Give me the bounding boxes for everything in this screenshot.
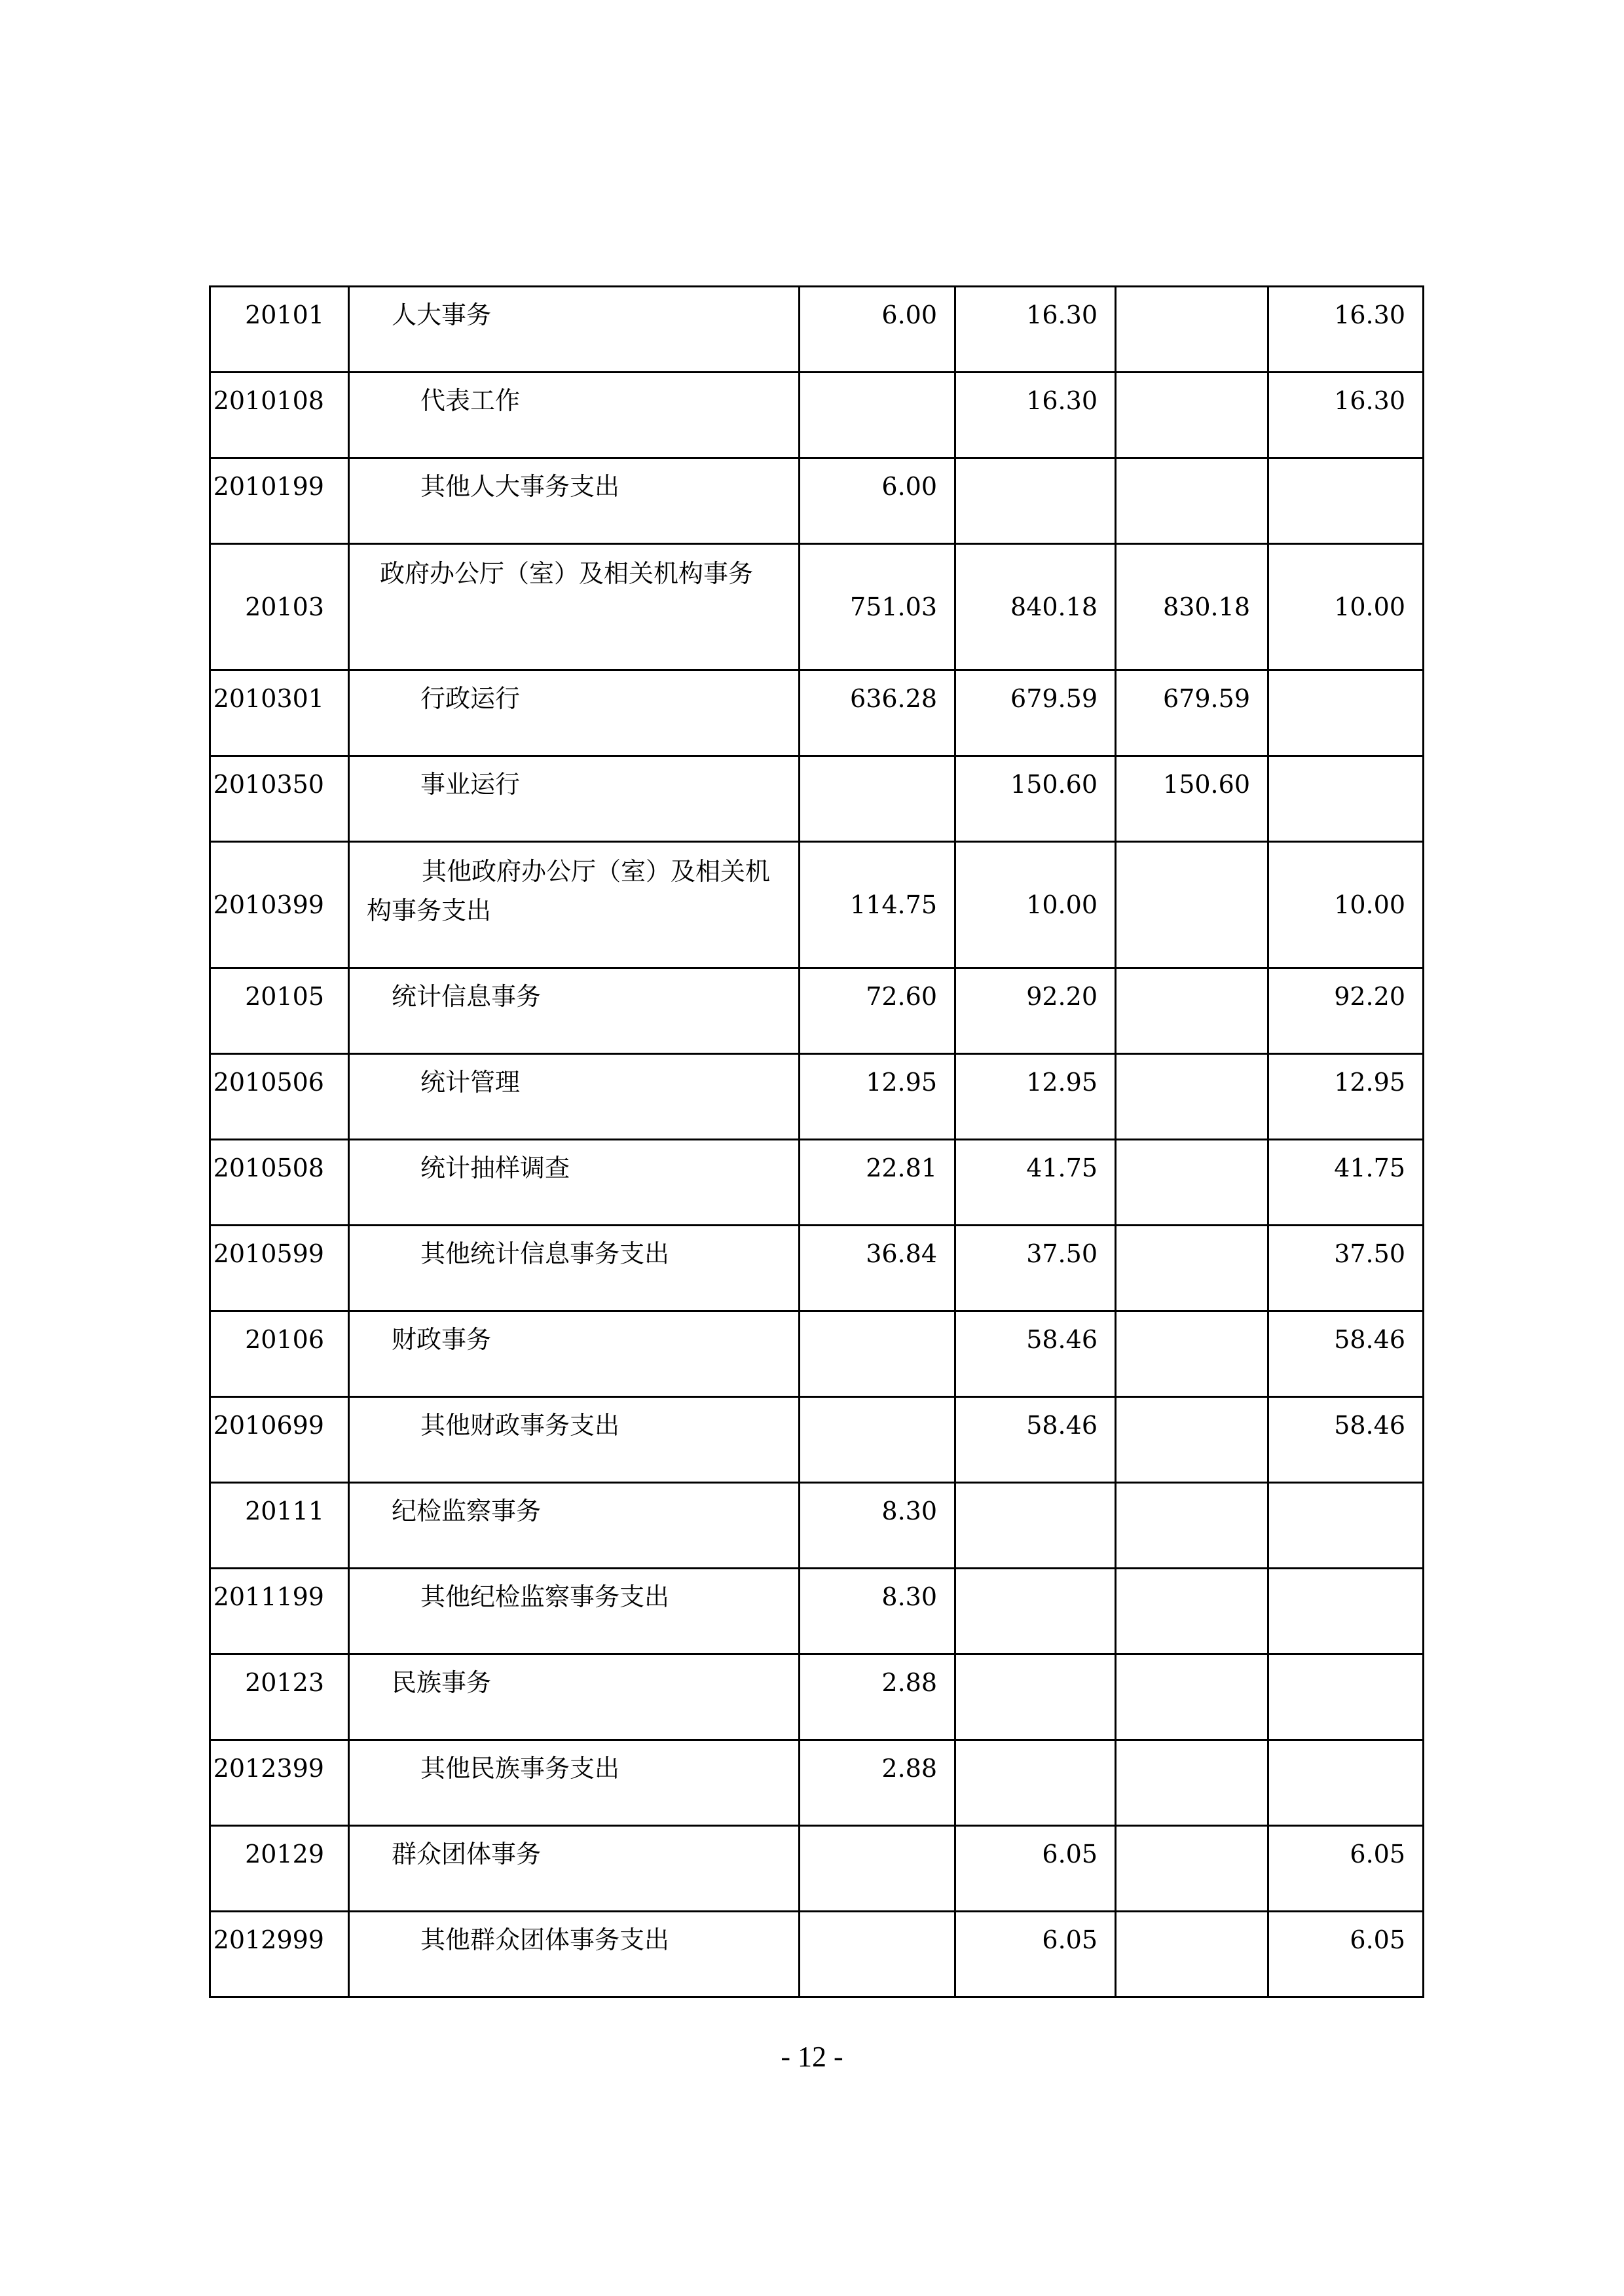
row-amount-cell-4 bbox=[1268, 458, 1424, 544]
row-amount-cell-2: 679.59 bbox=[955, 670, 1116, 756]
row-amount-cell-1: 6.00 bbox=[800, 287, 955, 373]
row-amount-cell-2: 12.95 bbox=[955, 1054, 1116, 1140]
table-row bbox=[210, 670, 1424, 756]
row-amount-cell-3 bbox=[1116, 1740, 1268, 1826]
row-amount-cell-2 bbox=[955, 1654, 1116, 1740]
row-code-cell: 2010699 bbox=[210, 1397, 349, 1483]
row-name-cell: 其他纪检监察事务支出 bbox=[349, 1569, 800, 1654]
row-code-cell: 2010301 bbox=[210, 670, 349, 756]
row-amount-cell-1: 12.95 bbox=[800, 1054, 955, 1140]
row-amount-cell-2: 16.30 bbox=[955, 287, 1116, 373]
budget-table bbox=[209, 285, 1424, 1998]
table-row bbox=[210, 1311, 1424, 1397]
row-amount-cell-3 bbox=[1116, 287, 1268, 373]
row-amount-cell-2: 6.05 bbox=[955, 1826, 1116, 1912]
row-code-cell: 2010108 bbox=[210, 373, 349, 458]
row-amount-cell-3 bbox=[1116, 1483, 1268, 1569]
table-row bbox=[210, 1397, 1424, 1483]
row-amount-cell-1 bbox=[800, 1311, 955, 1397]
table-row bbox=[210, 1226, 1424, 1311]
row-amount-cell-1 bbox=[800, 373, 955, 458]
row-name-cell: 事业运行 bbox=[349, 756, 800, 842]
row-amount-cell-4 bbox=[1268, 756, 1424, 842]
row-code-cell: 20111 bbox=[210, 1483, 349, 1569]
row-amount-cell-4: 37.50 bbox=[1268, 1226, 1424, 1311]
row-amount-cell-2: 10.00 bbox=[955, 842, 1116, 968]
row-amount-cell-3 bbox=[1116, 1397, 1268, 1483]
row-code-cell: 20103 bbox=[210, 544, 349, 670]
row-amount-cell-1 bbox=[800, 1912, 955, 1997]
row-amount-cell-2 bbox=[955, 1740, 1116, 1826]
row-code-cell: 2011199 bbox=[210, 1569, 349, 1654]
row-amount-cell-3 bbox=[1116, 458, 1268, 544]
row-amount-cell-3 bbox=[1116, 842, 1268, 968]
table-row bbox=[210, 544, 1424, 670]
row-code-cell: 20129 bbox=[210, 1826, 349, 1912]
row-amount-cell-2 bbox=[955, 458, 1116, 544]
row-amount-cell-4: 10.00 bbox=[1268, 842, 1424, 968]
row-name-cell: 其他财政事务支出 bbox=[349, 1397, 800, 1483]
row-name-cell: 群众团体事务 bbox=[349, 1826, 800, 1912]
row-amount-cell-4: 10.00 bbox=[1268, 544, 1424, 670]
row-code-cell: 2010506 bbox=[210, 1054, 349, 1140]
row-amount-cell-3 bbox=[1116, 1226, 1268, 1311]
row-name-cell: 统计信息事务 bbox=[349, 968, 800, 1054]
row-amount-cell-4: 92.20 bbox=[1268, 968, 1424, 1054]
row-code-cell: 20106 bbox=[210, 1311, 349, 1397]
budget-table-body bbox=[210, 287, 1424, 1997]
table-row bbox=[210, 1140, 1424, 1226]
row-amount-cell-3: 150.60 bbox=[1116, 756, 1268, 842]
row-name-cell: 财政事务 bbox=[349, 1311, 800, 1397]
row-amount-cell-3 bbox=[1116, 1826, 1268, 1912]
page-number: - 12 - bbox=[781, 2041, 843, 2073]
row-amount-cell-1: 6.00 bbox=[800, 458, 955, 544]
row-name-cell: 其他群众团体事务支出 bbox=[349, 1912, 800, 1997]
row-name-cell: 其他政府办公厅（室）及相关机构事务支出 bbox=[349, 842, 800, 968]
row-amount-cell-4: 41.75 bbox=[1268, 1140, 1424, 1226]
table-row bbox=[210, 756, 1424, 842]
row-amount-cell-1: 751.03 bbox=[800, 544, 955, 670]
row-name-cell: 人大事务 bbox=[349, 287, 800, 373]
row-amount-cell-4: 12.95 bbox=[1268, 1054, 1424, 1140]
row-amount-cell-1: 114.75 bbox=[800, 842, 955, 968]
row-amount-cell-3 bbox=[1116, 1054, 1268, 1140]
row-amount-cell-4: 6.05 bbox=[1268, 1826, 1424, 1912]
table-row bbox=[210, 1569, 1424, 1654]
row-code-cell: 20105 bbox=[210, 968, 349, 1054]
row-name-cell: 其他统计信息事务支出 bbox=[349, 1226, 800, 1311]
row-amount-cell-1: 8.30 bbox=[800, 1569, 955, 1654]
table-row bbox=[210, 287, 1424, 373]
row-amount-cell-4 bbox=[1268, 1569, 1424, 1654]
row-name-cell: 统计管理 bbox=[349, 1054, 800, 1140]
row-amount-cell-2 bbox=[955, 1483, 1116, 1569]
table-row bbox=[210, 1740, 1424, 1826]
row-amount-cell-2: 840.18 bbox=[955, 544, 1116, 670]
row-amount-cell-4: 58.46 bbox=[1268, 1311, 1424, 1397]
row-amount-cell-2: 58.46 bbox=[955, 1397, 1116, 1483]
row-amount-cell-4 bbox=[1268, 1483, 1424, 1569]
table-row bbox=[210, 1054, 1424, 1140]
row-code-cell: 2012399 bbox=[210, 1740, 349, 1826]
row-amount-cell-4 bbox=[1268, 1740, 1424, 1826]
row-name-cell: 行政运行 bbox=[349, 670, 800, 756]
row-amount-cell-3: 830.18 bbox=[1116, 544, 1268, 670]
row-amount-cell-2: 37.50 bbox=[955, 1226, 1116, 1311]
row-amount-cell-3 bbox=[1116, 1569, 1268, 1654]
row-amount-cell-4: 16.30 bbox=[1268, 373, 1424, 458]
row-amount-cell-3: 679.59 bbox=[1116, 670, 1268, 756]
row-amount-cell-2: 58.46 bbox=[955, 1311, 1116, 1397]
row-amount-cell-1: 2.88 bbox=[800, 1740, 955, 1826]
row-name-cell: 纪检监察事务 bbox=[349, 1483, 800, 1569]
table-row bbox=[210, 1483, 1424, 1569]
table-row bbox=[210, 1654, 1424, 1740]
row-code-cell: 2010508 bbox=[210, 1140, 349, 1226]
row-amount-cell-2: 6.05 bbox=[955, 1912, 1116, 1997]
row-amount-cell-3 bbox=[1116, 1654, 1268, 1740]
row-amount-cell-1: 72.60 bbox=[800, 968, 955, 1054]
row-name-cell: 其他人大事务支出 bbox=[349, 458, 800, 544]
row-amount-cell-1: 22.81 bbox=[800, 1140, 955, 1226]
row-amount-cell-2: 41.75 bbox=[955, 1140, 1116, 1226]
table-row bbox=[210, 1912, 1424, 1997]
row-amount-cell-3 bbox=[1116, 1140, 1268, 1226]
row-code-cell: 20123 bbox=[210, 1654, 349, 1740]
row-amount-cell-1: 2.88 bbox=[800, 1654, 955, 1740]
table-row bbox=[210, 373, 1424, 458]
row-amount-cell-3 bbox=[1116, 968, 1268, 1054]
row-amount-cell-3 bbox=[1116, 1311, 1268, 1397]
row-name-cell: 代表工作 bbox=[349, 373, 800, 458]
table-row bbox=[210, 842, 1424, 968]
row-name-cell: 民族事务 bbox=[349, 1654, 800, 1740]
row-amount-cell-1 bbox=[800, 756, 955, 842]
row-amount-cell-2: 150.60 bbox=[955, 756, 1116, 842]
row-name-cell: 其他民族事务支出 bbox=[349, 1740, 800, 1826]
row-amount-cell-4 bbox=[1268, 1654, 1424, 1740]
table-row bbox=[210, 968, 1424, 1054]
row-amount-cell-3 bbox=[1116, 1912, 1268, 1997]
row-amount-cell-1: 8.30 bbox=[800, 1483, 955, 1569]
row-code-cell: 2010350 bbox=[210, 756, 349, 842]
row-amount-cell-1 bbox=[800, 1826, 955, 1912]
row-amount-cell-1: 636.28 bbox=[800, 670, 955, 756]
row-amount-cell-4 bbox=[1268, 670, 1424, 756]
row-name-cell: 统计抽样调查 bbox=[349, 1140, 800, 1226]
row-amount-cell-2: 16.30 bbox=[955, 373, 1116, 458]
row-amount-cell-4: 16.30 bbox=[1268, 287, 1424, 373]
row-name-cell: 政府办公厅（室）及相关机构事务 bbox=[349, 544, 800, 670]
row-code-cell: 2010599 bbox=[210, 1226, 349, 1311]
row-amount-cell-1: 36.84 bbox=[800, 1226, 955, 1311]
row-code-cell: 2010399 bbox=[210, 842, 349, 968]
row-amount-cell-3 bbox=[1116, 373, 1268, 458]
row-code-cell: 2012999 bbox=[210, 1912, 349, 1997]
table-row bbox=[210, 1826, 1424, 1912]
row-code-cell: 2010199 bbox=[210, 458, 349, 544]
row-amount-cell-1 bbox=[800, 1397, 955, 1483]
row-amount-cell-2 bbox=[955, 1569, 1116, 1654]
table-row bbox=[210, 458, 1424, 544]
row-code-cell: 20101 bbox=[210, 287, 349, 373]
row-amount-cell-4: 6.05 bbox=[1268, 1912, 1424, 1997]
row-amount-cell-4: 58.46 bbox=[1268, 1397, 1424, 1483]
row-amount-cell-2: 92.20 bbox=[955, 968, 1116, 1054]
